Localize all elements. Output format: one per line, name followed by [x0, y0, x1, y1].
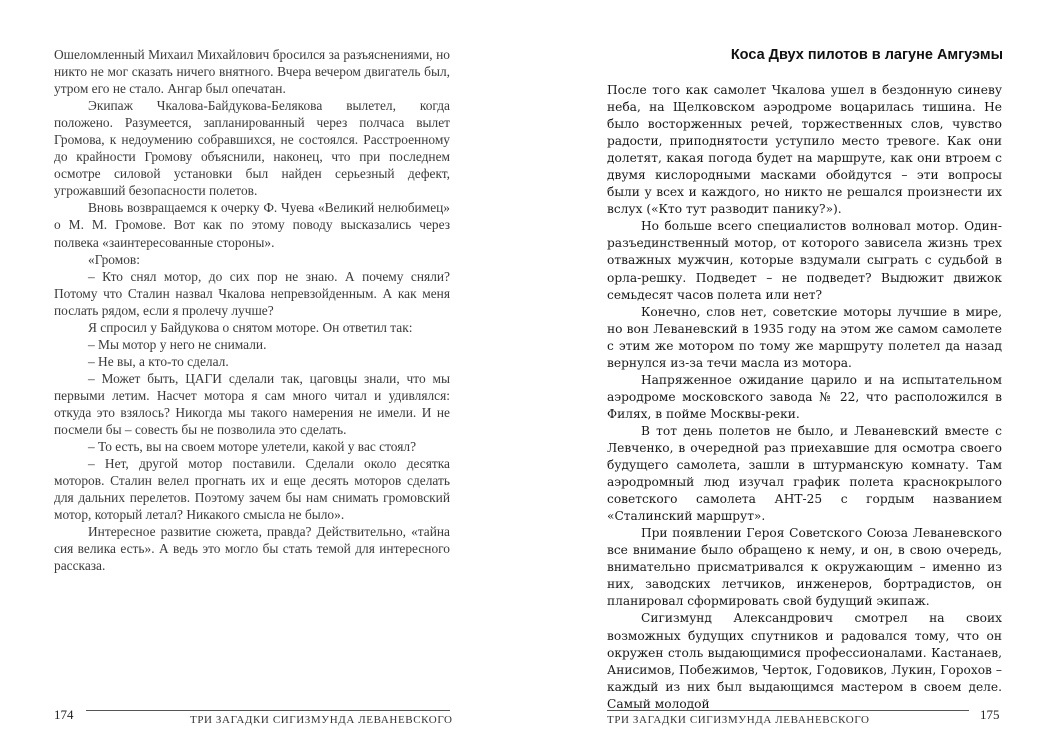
left-page — [0, 0, 530, 750]
paragraph: Сигизмунд Александрович смотрел на своих возможных будущих спутников и радовался тому, что он окружен столь выдающимися профессионалами. Кастанаев, Анисимов, Побежимов, Черток, Годовиков, Лукин, Горохов – каждый из них был выдающимся мастером в своем деле. Самый молодой — [607, 611, 1002, 711]
footer-rule — [607, 710, 969, 711]
paragraph: Конечно, слов нет, советские моторы лучшие в мире, но вон Леваневский в 1935 году на этом же самом самолете с этим же мотором по тому же маршруту полетел да назад вернулся из-за течи масла из мотора. — [607, 304, 1002, 370]
chapter-title: Коса Двух пилотов в лагуне Амгуэмы — [730, 47, 1003, 63]
left-page-body — [54, 46, 450, 574]
paragraph: Но больше всего специалистов волновал мотор. Один-разъединственный мотор, от которого зависела жизнь трех отважных мужчин, которые вздумали сыграть с судьбой в орла-решку. Подведет – не подведет? Выдюжит движок семьдесят часов полета или нет? — [607, 219, 1002, 302]
paragraph: Вновь возвращаемся к очерку Ф. Чуева «Великий нелюбимец» о М. М. Громове. Вот как по этому поводу высказались через полвека «заинтересованные стороны». — [54, 200, 450, 250]
running-footer: ТРИ ЗАГАДКИ СИГИЗМУНДА ЛЕВАНЕВСКОГО — [190, 714, 453, 726]
page-number: 175 — [980, 707, 1000, 722]
paragraph: Ошеломленный Михаил Михайлович бросился за разъяснениями, но никто не мог сказать ничего внятного. Вчера вечером двигатель был, утром его не стало. Ангар был опечатан. — [54, 47, 450, 97]
paragraph: «Громов: — [88, 251, 140, 267]
paragraph: – Может быть, ЦАГИ сделали так, цаговцы знали, что мы первыми летим. Насчет мотора я сам много читал и удивлялся: откуда это взялось? Никогда мы такого намерения не имели. И не посмели бы – совесть бы не позволила это сделать. — [54, 370, 450, 438]
running-footer: ТРИ ЗАГАДКИ СИГИЗМУНДА ЛЕВАНЕВСКОГО — [607, 714, 870, 726]
paragraph: После того как самолет Чкалова ушел в бездонную синеву неба, на Щелковском аэродроме воцарилась тишина. Не было восторженных речей, торжественных слов, чувство радости, приподнятости уступило место тревоге. Как они долетят, какая погода будет на маршруте, как они втроем с двумя кислородными масками обойдутся – эти вопросы были у всех и каждого, но никто не решался произнести их вслух («Кто тут разводит панику?»). — [607, 83, 1002, 217]
right-page-body — [607, 82, 1002, 713]
paragraph: Экипаж Чкалова-Байдукова-Белякова вылетел, когда положено. Разумеется, запланированный через полчаса вылет Громова, к недоумению собравшихся, не состоялся. Расстроенному до крайности Громову объяснили, наконец, что при последнем осмотре силовой установки был найден серьезный дефект, угрожавший безопасности полетов. — [54, 98, 450, 199]
paragraph: – Кто снял мотор, до сих пор не знаю. А почему сняли? Потому что Сталин назвал Чкалова непревзойденным. А как меня послать рядом, если я пролечу лучше? — [54, 268, 450, 318]
right-page — [530, 0, 1061, 750]
paragraph: Напряженное ожидание царило и на испытательном аэродроме московского завода № 22, что расположился в Филях, в пойме Москвы-реки. — [607, 372, 1002, 421]
paragraph: – Мы мотор у него не снимали. — [88, 336, 267, 352]
footer-rule — [86, 710, 450, 711]
paragraph: Интересное развитие сюжета, правда? Действительно, «тайна сия велика есть». А ведь это могло бы стать темой для интересного рассказа. — [54, 524, 450, 574]
paragraph: При появлении Героя Советского Союза Леваневского все внимание было обращено к нему, и он, в свою очередь, внимательно присматривался к окружающим – именно из них, заводских летчиков, инженеров, бортрадистов, он планировал сформировать свой будущий экипаж. — [607, 526, 1002, 609]
paragraph: – Нет, другой мотор поставили. Сделали около десятка моторов. Сталин велел прогнать их и еще десять моторов сделать для дальних перелетов. Поэтому зачем бы нам снимать громовский мотор, который летал? Никакого смысла не было». — [54, 456, 450, 523]
paragraph: – То есть, вы на своем моторе улетели, какой у вас стоял? — [88, 439, 417, 455]
paragraph: Я спросил у Байдукова о снятом моторе. Он ответил так: — [88, 319, 413, 335]
paragraph: В тот день полетов не было, и Леваневский вместе с Левченко, в очередной раз приехавшие для осмотра своего будущего самолета, зашли в штурманскую комнату. Там аэродромный люд изучал график полета краснокрылого советского самолета АНТ-25 с гордым названием «Сталинский маршрут». — [607, 423, 1002, 524]
paragraph: – Не вы, а кто-то сделал. — [88, 353, 229, 369]
page-number: 174 — [54, 707, 74, 722]
